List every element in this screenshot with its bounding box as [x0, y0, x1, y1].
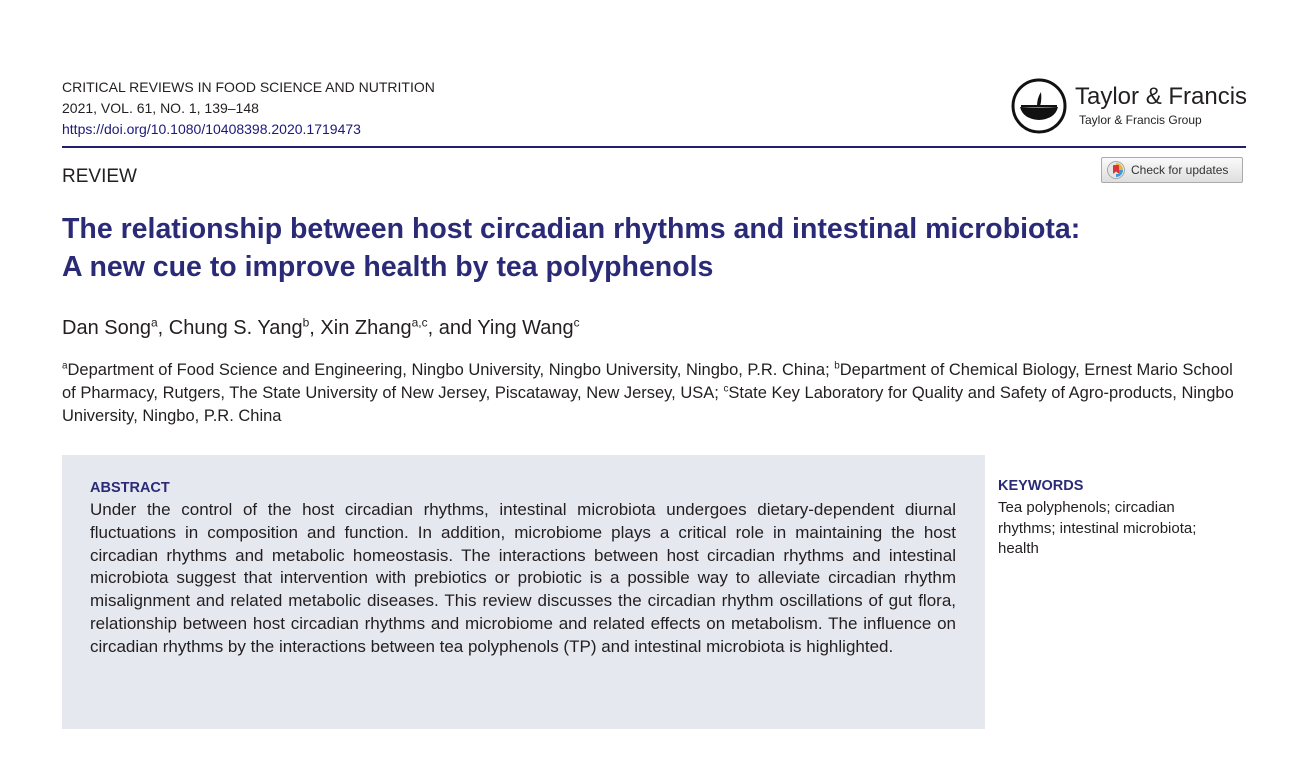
affiliation-mark: a: [62, 360, 68, 372]
journal-name: CRITICAL REVIEWS IN FOOD SCIENCE AND NUTRITION: [62, 79, 435, 95]
check-for-updates-label: Check for updates: [1131, 163, 1229, 177]
affiliation-text: Department of Food Science and Engineering, Ningbo University, Ningbo University, Ningbo, P.R. China;: [67, 361, 835, 379]
abstract-text: Under the control of the host circadian rhythms, intestinal microbiota undergoes dietary-dependent diurnal fluctuations in composition and function. In addition, microbiome plays a critical role in maintaining the host circadian rhythms and metabolic homeostasis. The interactions between host circadian rhythms and intestinal microbiota suggest that intervention with prebiotics or probiotic is a possible way to alleviate circadian rhythm misalignment and related metabolic diseases. This review discusses the circadian rhythm oscillations of gut flora, relationship between host circadian rhythms and microbiome and related effects on metabolism. The influence on circadian rhythms by the interactions between tea polyphenols (TP) and intestinal microbiota is highlighted.: [90, 500, 956, 656]
journal-citation: 2021, VOL. 61, NO. 1, 139–148: [62, 100, 259, 116]
author-list: [62, 314, 580, 342]
abstract-heading: ABSTRACT: [90, 480, 170, 496]
author-separator: ,: [157, 317, 169, 339]
doi-link[interactable]: https://doi.org/10.1080/10408398.2020.1719473: [62, 121, 361, 137]
affiliation-mark: a: [150, 315, 158, 330]
title-line-1: The relationship between host circadian rhythms and intestinal microbiota:: [62, 213, 1081, 245]
check-for-updates-button[interactable]: [1101, 157, 1243, 183]
crossmark-icon: [1107, 161, 1125, 179]
affiliation-mark: c: [723, 383, 729, 395]
publisher-name: Taylor & Francis: [1075, 83, 1248, 110]
author-name[interactable]: Xin Zhang: [320, 317, 412, 339]
affiliation-mark: b: [834, 360, 840, 372]
header-divider: [62, 146, 1246, 148]
article-type: REVIEW: [62, 166, 137, 187]
affiliation-mark: c: [573, 315, 580, 330]
author-separator: ,: [309, 317, 321, 339]
author-name[interactable]: Chung S. Yang: [168, 317, 303, 339]
journal-header: [62, 77, 435, 140]
article-title: [62, 210, 1242, 286]
affiliations: [62, 359, 1242, 428]
affiliation-mark: a,c: [411, 315, 428, 330]
publisher-group: Taylor & Francis Group: [1079, 113, 1202, 127]
keywords-heading: KEYWORDS: [998, 478, 1084, 494]
affiliation-mark: b: [302, 315, 310, 330]
affiliation-text: State Key Laboratory for Quality and Safety of Agro-products, Ningbo University, Ningbo, P.R. China: [62, 384, 1234, 425]
title-line-2: A new cue to improve health by tea polyphenols: [62, 251, 714, 283]
author-separator: , and: [427, 317, 478, 339]
author-name[interactable]: Dan Song: [62, 317, 151, 339]
author-name[interactable]: Ying Wang: [477, 317, 574, 339]
keywords-text: Tea polyphenols; circadian rhythms; intestinal microbiota; health: [998, 499, 1197, 557]
affiliation-text: Department of Chemical Biology, Ernest Mario School of Pharmacy, Rutgers, The State University of New Jersey, Piscataway, New Jersey, USA;: [62, 361, 1233, 402]
taylor-francis-lamp-logo: [1011, 78, 1067, 134]
